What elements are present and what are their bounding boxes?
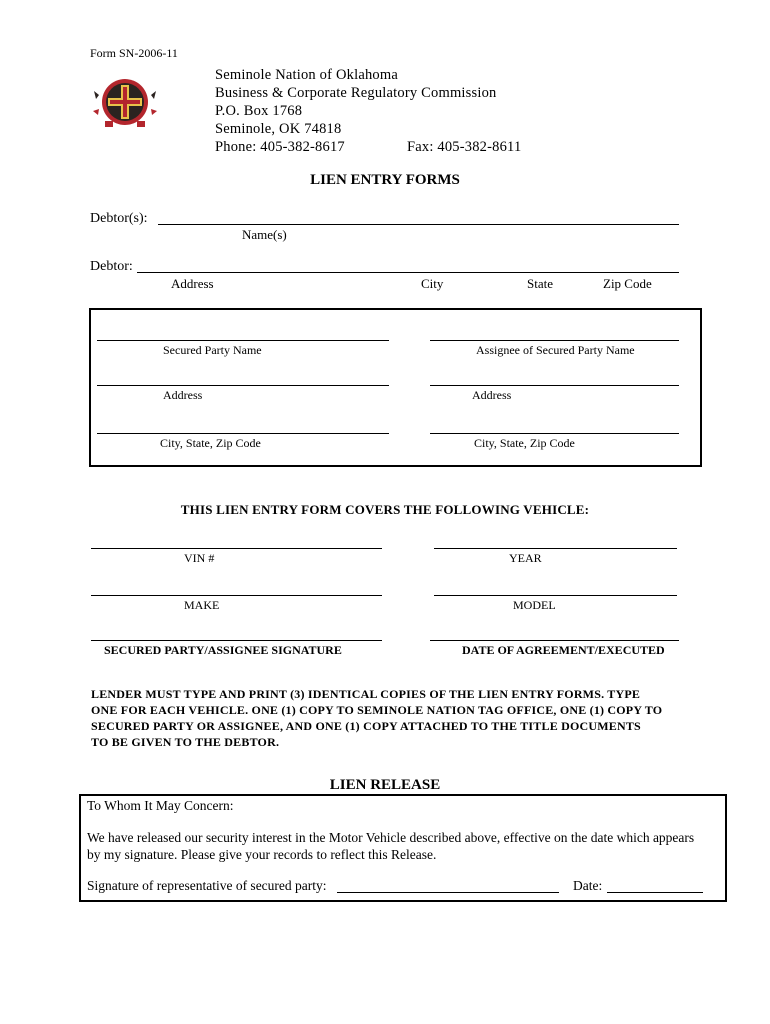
debtor-address-field[interactable] (137, 272, 679, 273)
assignee-address-field[interactable] (430, 385, 679, 386)
secured-party-city-state-zip-field[interactable] (97, 433, 389, 434)
debtor-label: Debtor: (90, 259, 133, 274)
lender-instructions (91, 686, 691, 750)
address-caption: Address (171, 276, 214, 291)
city-caption: City (421, 276, 444, 291)
year-caption: YEAR (509, 551, 542, 565)
lien-release-title: LIEN RELEASE (329, 777, 441, 793)
names-caption: Name(s) (242, 227, 287, 242)
org-po-box: P.O. Box 1768 (215, 103, 303, 119)
organization-header (215, 66, 522, 156)
year-field[interactable] (434, 548, 677, 549)
release-body-line: We have released our security interest in the Motor Vehicle described above, effective on the date which appears (87, 830, 695, 845)
seminole-nation-seal-logo (93, 77, 157, 127)
assignee-city-state-zip-field[interactable] (430, 433, 679, 434)
instructions-line: ONE FOR EACH VEHICLE. ONE (1) COPY TO SEMINOLE NATION TAG OFFICE, ONE (1) COPY TO (91, 703, 663, 717)
release-date-field[interactable] (607, 892, 703, 893)
assignee-name-field[interactable] (430, 340, 679, 341)
model-field[interactable] (434, 595, 677, 596)
secured-party-city-state-zip-caption: City, State, Zip Code (160, 436, 261, 450)
org-city-state-zip: Seminole, OK 74818 (215, 121, 342, 137)
instructions-line: LENDER MUST TYPE AND PRINT (3) IDENTICAL COPIES OF THE LIEN ENTRY FORMS. TYPE (91, 687, 641, 701)
secured-party-name-field[interactable] (97, 340, 389, 341)
vin-field[interactable] (91, 548, 382, 549)
org-commission: Business & Corporate Regulatory Commission (215, 85, 497, 101)
release-body-line: by my signature. Please give your records to reflect this Release. (87, 847, 437, 862)
secured-party-address-caption: Address (163, 388, 203, 402)
secured-party-address-field[interactable] (97, 385, 389, 386)
instructions-line: TO BE GIVEN TO THE DEBTOR. (91, 735, 280, 749)
vehicle-section-heading: THIS LIEN ENTRY FORM COVERS THE FOLLOWING VEHICLE: (180, 502, 590, 517)
date-of-agreement-field[interactable] (430, 640, 679, 641)
org-fax: Fax: 405-382-8611 (407, 139, 522, 155)
debtors-label: Debtor(s): (90, 211, 148, 226)
page-title: LIEN ENTRY FORMS (310, 172, 460, 188)
release-signature-label: Signature of representative of secured party: (87, 878, 327, 893)
secured-party-signature-field[interactable] (91, 640, 382, 641)
signature-caption: SECURED PARTY/ASSIGNEE SIGNATURE (104, 643, 342, 657)
debtors-name-field[interactable] (158, 224, 679, 225)
instructions-line: SECURED PARTY OR ASSIGNEE, AND ONE (1) COPY ATTACHED TO THE TITLE DOCUMENTS (91, 719, 641, 733)
vin-caption: VIN # (184, 551, 215, 565)
release-date-label: Date: (573, 878, 603, 893)
lien-release-box (79, 794, 727, 902)
assignee-address-caption: Address (472, 388, 512, 402)
zip-code-caption: Zip Code (603, 276, 652, 291)
make-field[interactable] (91, 595, 382, 596)
model-caption: MODEL (513, 598, 556, 612)
release-signature-field[interactable] (337, 892, 559, 893)
date-executed-caption: DATE OF AGREEMENT/EXECUTED (462, 643, 665, 657)
assignee-city-state-zip-caption: City, State, Zip Code (474, 436, 575, 450)
form-number: Form SN-2006-11 (90, 46, 178, 60)
state-caption: State (527, 276, 553, 291)
org-phone: Phone: 405-382-8617 (215, 139, 345, 155)
make-caption: MAKE (184, 598, 220, 612)
release-salutation: To Whom It May Concern: (87, 798, 234, 813)
org-name: Seminole Nation of Oklahoma (215, 67, 398, 83)
secured-party-name-caption: Secured Party Name (163, 343, 262, 357)
assignee-name-caption: Assignee of Secured Party Name (476, 343, 635, 357)
